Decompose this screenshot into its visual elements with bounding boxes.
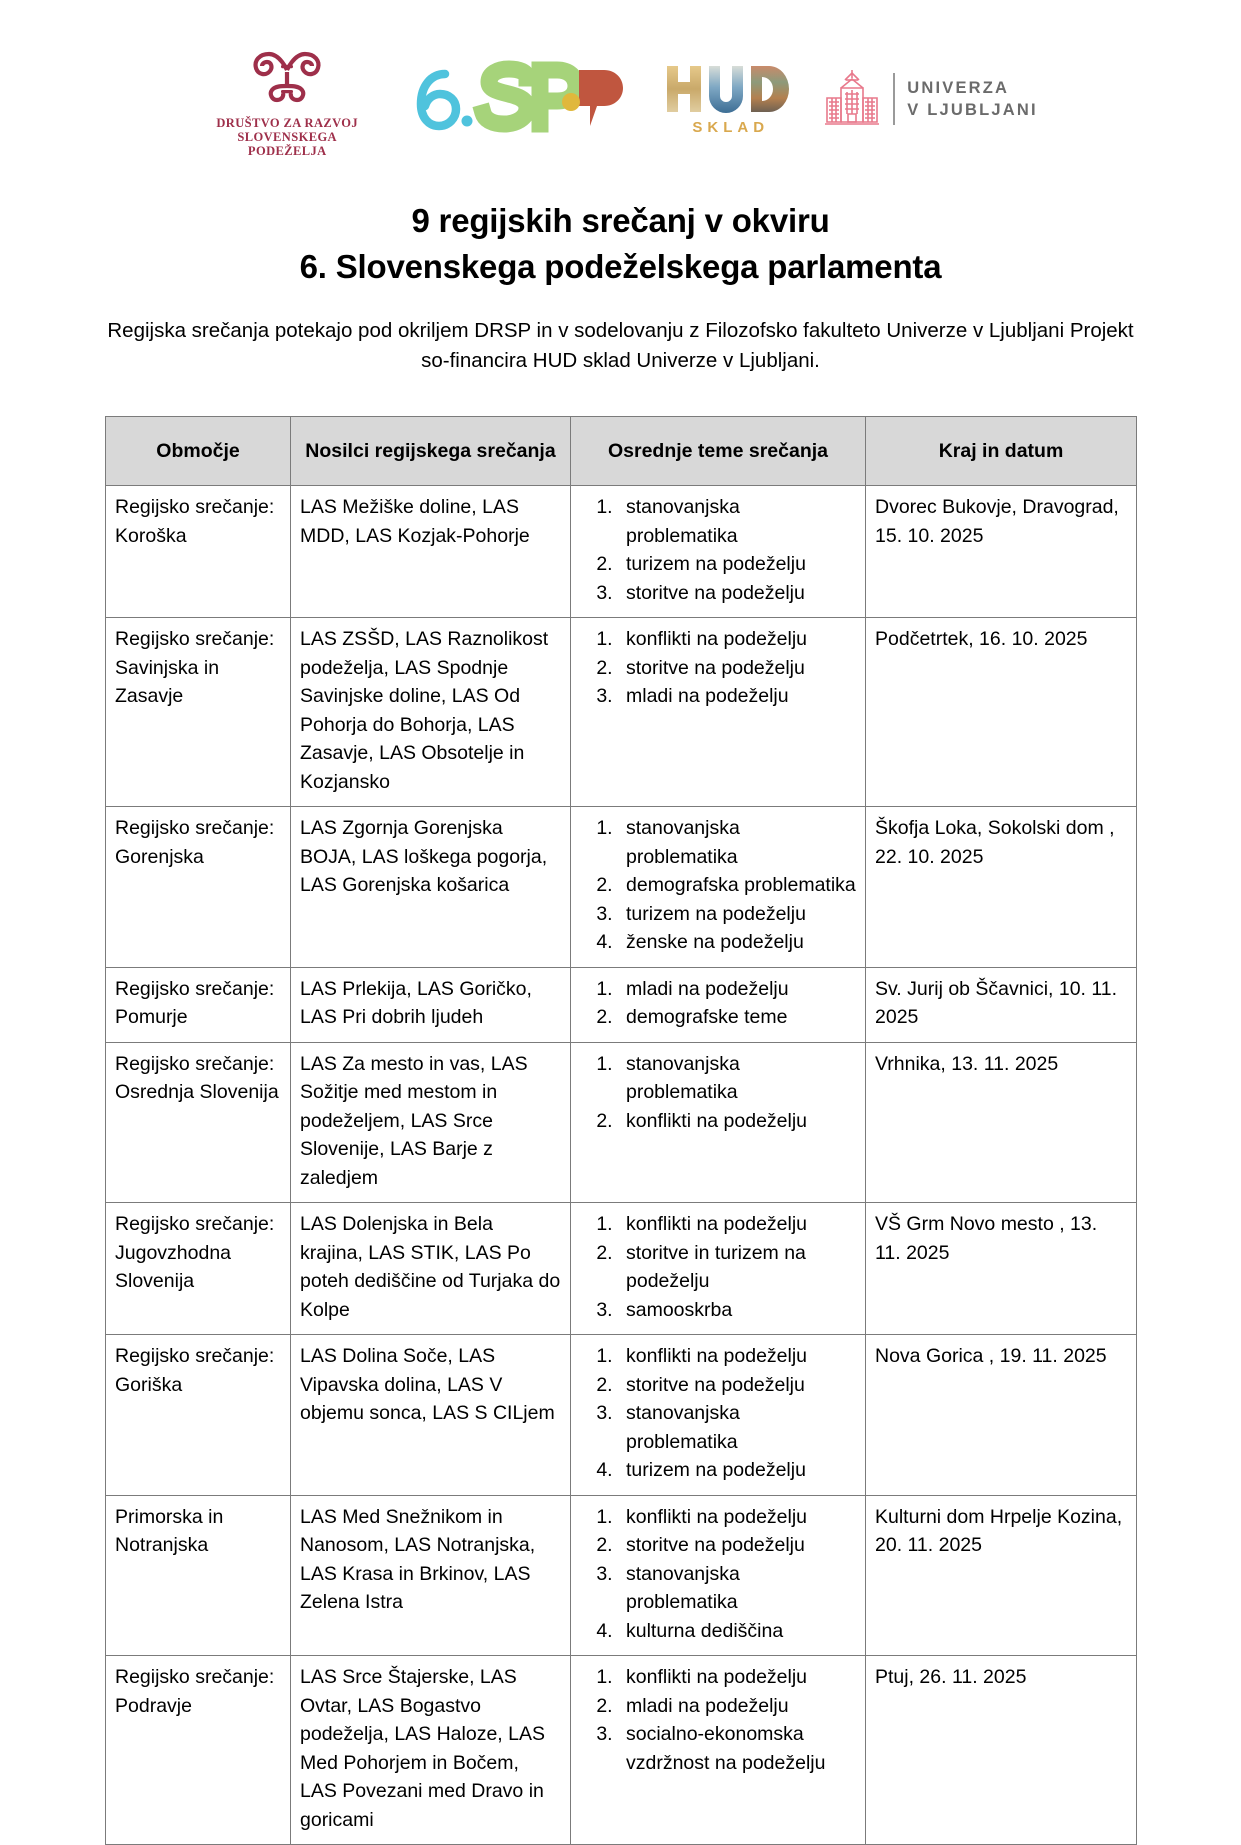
themes-list <box>580 1050 856 1136</box>
theme-item: 2. demografska problematika <box>618 871 856 900</box>
theme-item: 2. konflikti na podeželju <box>618 1107 856 1136</box>
themes-list <box>580 1342 856 1485</box>
theme-item: 1. konflikti na podeželju <box>618 625 856 654</box>
cell-nosilci: LAS Srce Štajerske, LAS Ovtar, LAS Bogastvo podeželja, LAS Haloze, LAS Med Pohorjem in Bočem, LAS Povezani med Dravo in goricami <box>291 1656 571 1845</box>
6-spp-mark-icon <box>401 56 633 142</box>
themes-list <box>580 493 856 607</box>
drsp-heart-icon <box>244 40 330 112</box>
table-row <box>106 1042 1137 1203</box>
cell-obmocje: Primorska in Notranjska <box>106 1495 291 1656</box>
cell-obmocje: Regijsko srečanje: Pomurje <box>106 967 291 1042</box>
theme-item: 3. samooskrba <box>618 1296 856 1325</box>
cell-obmocje: Regijsko srečanje: Goriška <box>106 1335 291 1496</box>
table-row <box>106 1495 1137 1656</box>
table-row <box>106 1656 1137 1845</box>
table-row <box>106 1203 1137 1335</box>
logo-band <box>0 0 1241 158</box>
cell-teme <box>571 486 866 618</box>
university-logo-text <box>907 77 1038 121</box>
table-row <box>106 807 1137 968</box>
cell-obmocje: Regijsko srečanje: Jugovzhodna Slovenija <box>106 1203 291 1335</box>
drsp-logo-line1: DRUŠTVO ZA RAZVOJ <box>216 116 359 130</box>
cell-obmocje: Regijsko srečanje: Podravje <box>106 1656 291 1845</box>
table-row <box>106 1335 1137 1496</box>
theme-item: 3. stanovanjska problematika <box>618 1560 856 1617</box>
cell-teme <box>571 1335 866 1496</box>
cell-kraj-datum: Sv. Jurij ob Ščavnici, 10. 11. 2025 <box>866 967 1137 1042</box>
themes-list <box>580 1663 856 1777</box>
hud-mark-icon <box>663 62 793 116</box>
table-header-row <box>106 417 1137 486</box>
cell-teme <box>571 807 866 968</box>
6-spp-logo <box>401 56 633 142</box>
cell-nosilci: LAS Za mesto in vas, LAS Sožitje med mestom in podeželjem, LAS Srce Slovenije, LAS Barje z zaledjem <box>291 1042 571 1203</box>
theme-item: 1. stanovanjska problematika <box>618 814 856 871</box>
cell-obmocje: Regijsko srečanje: Savinjska in Zasavje <box>106 618 291 807</box>
cell-obmocje: Regijsko srečanje: Gorenjska <box>106 807 291 968</box>
cell-teme <box>571 1656 866 1845</box>
table-row <box>106 967 1137 1042</box>
theme-item: 3. storitve na podeželju <box>618 579 856 608</box>
theme-item: 3. socialno-ekonomska vzdržnost na podeželju <box>618 1720 856 1777</box>
themes-list <box>580 1210 856 1324</box>
cell-teme <box>571 618 866 807</box>
cell-nosilci: LAS Mežiške doline, LAS MDD, LAS Kozjak-Pohorje <box>291 486 571 618</box>
themes-list <box>580 814 856 957</box>
drsp-logo-text <box>203 116 371 158</box>
cell-nosilci: LAS Dolina Soče, LAS Vipavska dolina, LAS V objemu sonca, LAS S CILjem <box>291 1335 571 1496</box>
cell-kraj-datum: Podčetrtek, 16. 10. 2025 <box>866 618 1137 807</box>
drsp-logo-line2: SLOVENSKEGA PODEŽELJA <box>237 130 337 158</box>
theme-item: 3. turizem na podeželju <box>618 900 856 929</box>
cell-teme <box>571 1495 866 1656</box>
theme-item: 1. mladi na podeželju <box>618 975 856 1004</box>
table-row <box>106 618 1137 807</box>
theme-item: 2. demografske teme <box>618 1003 856 1032</box>
university-building-icon <box>823 68 881 130</box>
theme-item: 2. turizem na podeželju <box>618 550 856 579</box>
theme-item: 4. turizem na podeželju <box>618 1456 856 1485</box>
university-logo-line1: UNIVERZA <box>907 79 1010 97</box>
cell-nosilci: LAS Med Snežnikom in Nanosom, LAS Notranjska, LAS Krasa in Brkinov, LAS Zelena Istra <box>291 1495 571 1656</box>
theme-item: 4. kulturna dediščina <box>618 1617 856 1646</box>
schedule-table-wrapper <box>105 416 1136 1845</box>
schedule-table-head <box>106 417 1137 486</box>
theme-item: 1. konflikti na podeželju <box>618 1342 856 1371</box>
page-title-line2: 6. Slovenskega podeželskega parlamenta <box>299 248 942 285</box>
theme-item: 2. storitve na podeželju <box>618 1531 856 1560</box>
column-header-teme: Osrednje teme srečanja <box>571 417 866 486</box>
theme-item: 1. konflikti na podeželju <box>618 1210 856 1239</box>
cell-kraj-datum: Dvorec Bukovje, Dravograd, 15. 10. 2025 <box>866 486 1137 618</box>
cell-kraj-datum: Ptuj, 26. 11. 2025 <box>866 1656 1137 1845</box>
cell-obmocje: Regijsko srečanje: Osrednja Slovenija <box>106 1042 291 1203</box>
theme-item: 1. stanovanjska problematika <box>618 493 856 550</box>
theme-item: 2. mladi na podeželju <box>618 1692 856 1721</box>
themes-list <box>580 1503 856 1646</box>
theme-item: 2. storitve na podeželju <box>618 1371 856 1400</box>
university-logo-line2: V LJUBLJANI <box>907 101 1038 119</box>
cell-teme <box>571 1042 866 1203</box>
column-header-obmocje: Območje <box>106 417 291 486</box>
schedule-table-body <box>106 486 1137 1845</box>
cell-nosilci: LAS Zgornja Gorenjska BOJA, LAS loškega pogorja, LAS Gorenjska košarica <box>291 807 571 968</box>
cell-kraj-datum: VŠ Grm Novo mesto , 13. 11. 2025 <box>866 1203 1137 1335</box>
theme-item: 3. stanovanjska problematika <box>618 1399 856 1456</box>
cell-nosilci: LAS Prlekija, LAS Goričko, LAS Pri dobrih ljudeh <box>291 967 571 1042</box>
univerza-v-ljubljani-logo <box>823 68 1038 130</box>
cell-kraj-datum: Kulturni dom Hrpelje Kozina, 20. 11. 2025 <box>866 1495 1137 1656</box>
cell-nosilci: LAS ZSŠD, LAS Raznolikost podeželja, LAS Spodnje Savinjske doline, LAS Od Pohorja do Bohorja, LAS Zasavje, LAS Obsotelje in Kozjansko <box>291 618 571 807</box>
theme-item: 1. stanovanjska problematika <box>618 1050 856 1107</box>
column-header-nosilci: Nosilci regijskega srečanja <box>291 417 571 486</box>
drsp-logo <box>203 40 371 158</box>
themes-list <box>580 625 856 711</box>
hud-sklad-logo <box>663 62 793 136</box>
themes-list <box>580 975 856 1032</box>
cell-obmocje: Regijsko srečanje: Koroška <box>106 486 291 618</box>
table-row <box>106 486 1137 618</box>
cell-nosilci: LAS Dolenjska in Bela krajina, LAS STIK, LAS Po poteh dediščine od Turjaka do Kolpe <box>291 1203 571 1335</box>
theme-item: 4. ženske na podeželju <box>618 928 856 957</box>
column-header-kraj-datum: Kraj in datum <box>866 417 1137 486</box>
theme-item: 1. konflikti na podeželju <box>618 1503 856 1532</box>
hud-sklad-text: SKLAD <box>692 119 770 136</box>
page-title-line1: 9 regijskih srečanj v okviru <box>411 202 830 239</box>
theme-item: 2. storitve in turizem na podeželju <box>618 1239 856 1296</box>
cell-kraj-datum: Škofja Loka, Sokolski dom , 22. 10. 2025 <box>866 807 1137 968</box>
theme-item: 3. mladi na podeželju <box>618 682 856 711</box>
theme-item: 2. storitve na podeželju <box>618 654 856 683</box>
intro-paragraph: Regijska srečanja potekajo pod okriljem DRSP in v sodelovanju z Filozofsko fakulteto Univerze v Ljubljani Projekt so-financira HUD sklad Univerze v Ljubljani. <box>107 319 1134 372</box>
cell-teme <box>571 967 866 1042</box>
theme-item: 1. konflikti na podeželju <box>618 1663 856 1692</box>
cell-kraj-datum: Nova Gorica , 19. 11. 2025 <box>866 1335 1137 1496</box>
schedule-table <box>105 416 1137 1845</box>
cell-kraj-datum: Vrhnika, 13. 11. 2025 <box>866 1042 1137 1203</box>
university-logo-divider <box>893 73 895 125</box>
page-title <box>0 198 1241 290</box>
cell-teme <box>571 1203 866 1335</box>
